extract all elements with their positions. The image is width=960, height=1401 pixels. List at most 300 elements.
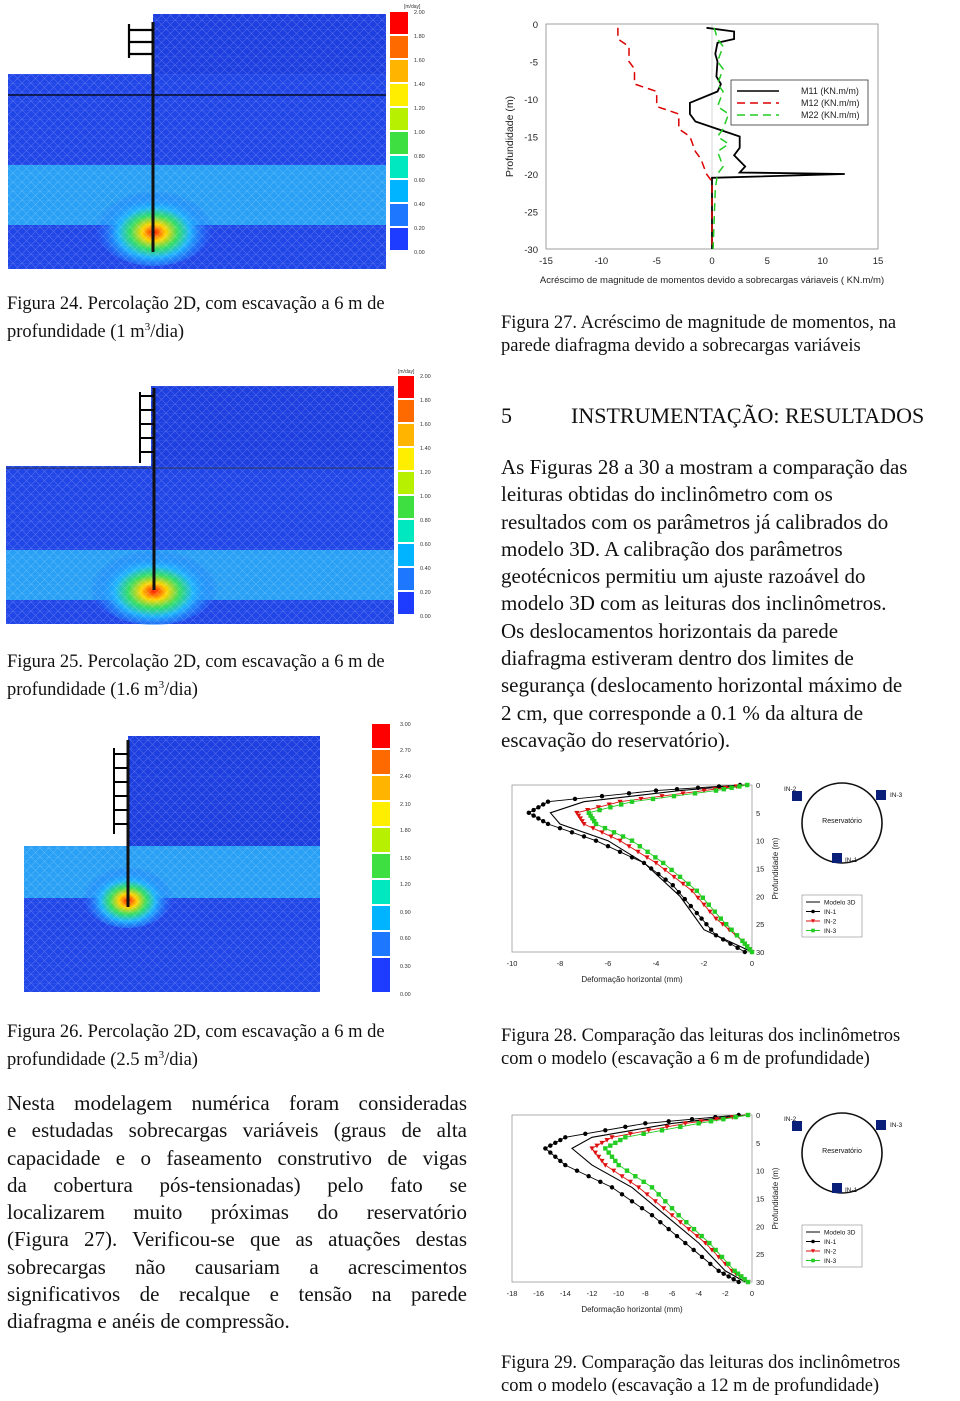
data-point [570, 830, 574, 834]
data-point [536, 816, 540, 820]
legend-label: IN-3 [824, 928, 837, 935]
legend-label: M12 (KN.m/m) [801, 98, 860, 108]
figure-25 [4, 368, 434, 630]
data-point [616, 1163, 620, 1167]
data-point [678, 1125, 682, 1129]
paragraph-line: leituras obtidas do inclinômetro com os [501, 482, 833, 507]
legend-label: IN-3 [824, 1258, 837, 1265]
y-tick-label: 10 [756, 836, 765, 846]
data-point [714, 788, 718, 792]
data-point [643, 1121, 647, 1125]
data-point [683, 1241, 687, 1245]
svg-text:0.80: 0.80 [414, 154, 425, 160]
svg-text:1.20: 1.20 [400, 882, 411, 888]
svg-text:1.80: 1.80 [420, 398, 431, 404]
data-point [623, 1125, 627, 1129]
data-point [625, 1168, 629, 1172]
data-point [630, 855, 634, 859]
figure-26 [4, 722, 434, 1000]
data-point [536, 805, 540, 809]
svg-text:0.20: 0.20 [414, 226, 425, 232]
legend-label: IN-2 [824, 918, 837, 926]
inclinometer-marker [832, 853, 842, 863]
paragraph-line: resultados com os parâmetros já calibrados do [501, 509, 889, 534]
x-tick-label: -14 [559, 1289, 571, 1298]
data-point [716, 1269, 720, 1273]
data-point [531, 813, 535, 817]
x-tick-label: 5 [764, 256, 770, 267]
data-point [650, 1213, 654, 1217]
data-point [638, 844, 642, 848]
svg-text:0.60: 0.60 [400, 936, 411, 942]
data-point [603, 1146, 607, 1150]
data-point [719, 916, 723, 920]
y-tick-label: -20 [524, 170, 538, 181]
x-tick-label: -6 [604, 959, 612, 968]
plot-area [512, 1115, 752, 1282]
section-number: 5 [501, 403, 512, 428]
data-point [670, 1206, 674, 1210]
x-tick-label: 15 [872, 256, 884, 267]
data-point [630, 838, 634, 842]
paragraph-line: e estudadas sobrecargas variáveis (graus de alta [7, 1118, 467, 1143]
x-tick-label: -12 [586, 1289, 598, 1298]
data-point [672, 794, 676, 798]
data-point [623, 1135, 627, 1139]
data-point [677, 890, 681, 894]
legend-marker [811, 910, 815, 914]
data-point [613, 1159, 617, 1163]
x-tick-label: 10 [817, 256, 828, 267]
data-point [645, 850, 649, 854]
data-point [696, 1121, 700, 1125]
x-tick-label: 0 [749, 1289, 755, 1298]
paragraph-line: segurança (deslocamento horizontal máximo de [501, 673, 903, 698]
data-point [546, 800, 550, 804]
data-point [610, 1155, 614, 1159]
reservoir-label: Reservatório [822, 818, 862, 825]
svg-text:0.00: 0.00 [400, 992, 411, 998]
svg-text:1.20: 1.20 [420, 470, 431, 476]
svg-text:1.50: 1.50 [400, 856, 411, 862]
data-point [721, 1117, 725, 1121]
svg-text:0.90: 0.90 [400, 910, 411, 916]
in3-label: IN-3 [890, 1122, 903, 1129]
data-point [656, 1192, 660, 1196]
paragraph-line: escavação do reservatório). [501, 727, 731, 752]
legend-24-labels [414, 10, 425, 256]
data-point [733, 1115, 737, 1119]
data-point [558, 1159, 562, 1163]
right-paragraph [501, 454, 959, 754]
data-point [606, 844, 610, 848]
svg-text:1.80: 1.80 [400, 828, 411, 834]
data-point [729, 786, 733, 790]
caption-fig24: Figura 24. Percolação 2D, com escavação a 6 m de profundidade (1 $m^3/dia$) [7, 294, 385, 343]
data-point [640, 1206, 644, 1210]
data-point [583, 1132, 587, 1136]
data-point [714, 933, 718, 937]
svg-text:0.40: 0.40 [420, 566, 431, 572]
data-point [713, 1248, 717, 1252]
x-tick-label: -4 [652, 959, 660, 968]
x-tick-label: -18 [506, 1289, 518, 1298]
data-point [695, 889, 699, 893]
in1-label: IN-1 [845, 857, 858, 864]
data-point [709, 1119, 713, 1123]
data-point [675, 1234, 679, 1238]
data-point [720, 1255, 724, 1259]
data-point [575, 1168, 579, 1172]
figure-27 [500, 0, 960, 292]
y-tick-label: 25 [756, 920, 765, 930]
data-point [656, 872, 660, 876]
data-point [663, 877, 667, 881]
paragraph-line: significativos de recalque e tensão na parede [7, 1282, 467, 1307]
caption-fig25: Figura 25. Percolação 2D, com escavação a 6 m de profundidade (1.6 $m^3/dia$) [7, 652, 385, 701]
data-point [721, 1271, 725, 1275]
data-point [608, 805, 612, 809]
data-point [633, 1174, 637, 1178]
data-point [653, 855, 657, 859]
data-point [619, 802, 623, 806]
legend-marker [811, 929, 815, 933]
svg-text:2.00: 2.00 [420, 374, 431, 380]
legend-label: Modelo 3D [824, 1229, 856, 1237]
svg-text:0.00: 0.00 [414, 250, 425, 256]
data-point [661, 861, 665, 865]
legend-marker [811, 1259, 815, 1263]
y-tick-label: 10 [756, 1166, 765, 1176]
data-point [612, 830, 616, 834]
svg-text:0.00: 0.00 [420, 614, 431, 620]
x-tick-label: -5 [652, 256, 661, 267]
data-point [618, 850, 622, 854]
data-point [678, 875, 682, 879]
inclinometer-chart-6m [500, 775, 920, 990]
data-point [548, 1143, 552, 1147]
data-point [610, 1185, 614, 1189]
data-point [717, 784, 721, 788]
svg-text:0.20: 0.20 [420, 590, 431, 596]
svg-text:1.80: 1.80 [414, 34, 425, 40]
data-point [676, 1213, 680, 1217]
paragraph-line: capacidade e o faseamento construtivo de vigas [7, 1145, 467, 1170]
caption-fig26: Figura 26. Percolação 2D, com escavação a 6 m de profundidade (2.5 $m^3/dia$) [7, 1022, 385, 1071]
data-point [658, 1220, 662, 1224]
data-point [669, 868, 673, 872]
svg-text:1.40: 1.40 [420, 446, 431, 452]
x-tick-label: 0 [709, 256, 715, 267]
data-point [630, 800, 634, 804]
y-tick-label: 20 [756, 1222, 765, 1232]
data-point [735, 933, 739, 937]
data-point [597, 808, 601, 812]
x-axis-label: Deformação horizontal (mm) [581, 1305, 683, 1314]
paragraph-line: As Figuras 28 a 30 a mostram a comparação das [501, 455, 908, 479]
y-tick-label: -10 [524, 95, 538, 106]
data-point [675, 787, 679, 791]
in2-label: IN-2 [784, 786, 797, 793]
svg-text:2.40: 2.40 [400, 774, 411, 780]
section-heading [501, 403, 960, 429]
data-point [663, 1199, 667, 1203]
data-point [692, 1227, 696, 1231]
seepage-plot-26 [4, 722, 434, 1000]
paragraph-line: sobrecargas não causariam a acrescimentos [7, 1254, 467, 1279]
y-tick-label: 5 [756, 808, 761, 818]
in2-label: IN-2 [784, 1116, 797, 1123]
data-point [666, 1227, 670, 1231]
y-tick-label: -15 [524, 132, 538, 144]
data-point [600, 794, 604, 798]
y-tick-label: 0 [532, 20, 538, 31]
data-point [553, 1141, 557, 1145]
paragraph-line: 2 cm, que corresponde a 0.1 % da altura de [501, 700, 864, 725]
seepage-plot-25 [4, 368, 434, 630]
paragraph-line: geotécnicos permitiu um ajuste razoável do [501, 564, 866, 589]
data-point [745, 783, 749, 787]
legend-label: IN-2 [824, 1248, 837, 1256]
svg-text:1.40: 1.40 [414, 82, 425, 88]
paragraph-line: localizarem muito próximas do reservatório [7, 1200, 467, 1225]
data-point [548, 1150, 552, 1154]
svg-text:0.80: 0.80 [420, 518, 431, 524]
data-point [700, 1255, 704, 1259]
data-point [721, 937, 725, 941]
paragraph-line: Nesta modelagem numérica foram consideradas [7, 1091, 467, 1115]
x-tick-label: -15 [539, 256, 553, 267]
left-paragraph [7, 1090, 467, 1336]
data-point [541, 802, 545, 806]
data-point [707, 1241, 711, 1245]
svg-text:3.00: 3.00 [400, 722, 411, 728]
figure-28 [500, 775, 920, 990]
data-point [641, 1180, 645, 1184]
caption-fig27: Figura 27. Acréscimo de magnitude de momentos, na parede diafragma devido a sobrecargas variáveis [501, 313, 897, 356]
paragraph-line: Os deslocamentos horizontais da parede [501, 618, 839, 643]
paragraph-line: diafragma estiveram dentro dos limites de [501, 646, 854, 671]
data-point [582, 834, 586, 838]
caption-fig29: Figura 29. Comparação das leituras dos inclinômetros com o modelo (escavação a 12 m de profundidade) [501, 1353, 901, 1396]
paragraph-line: modelo 3D com as leituras dos inclinômetros. [501, 591, 887, 616]
data-point [630, 1199, 634, 1203]
y-tick-label: 30 [756, 1278, 765, 1287]
svg-text:1.00: 1.00 [420, 494, 431, 500]
svg-text:0.60: 0.60 [420, 542, 431, 548]
data-point [543, 1146, 547, 1150]
figure-29 [500, 1105, 920, 1320]
svg-text:1.00: 1.00 [414, 130, 425, 136]
data-point [660, 1128, 664, 1132]
data-point [531, 808, 535, 812]
svg-text:2.70: 2.70 [400, 748, 411, 754]
data-point [699, 1234, 703, 1238]
data-point [651, 797, 655, 801]
plot-area [512, 785, 752, 952]
y-tick-label: 5 [756, 1138, 761, 1148]
svg-text:1.20: 1.20 [414, 106, 425, 112]
caption-fig28: Figura 28. Comparação das leituras dos inclinômetros com o modelo (escavação a 6 m de profundidade) [501, 1026, 901, 1069]
x-tick-label: -2 [721, 1289, 729, 1298]
y-tick-label: 30 [756, 948, 765, 957]
reservoir-label: Reservatório [822, 1148, 862, 1155]
data-point [707, 902, 711, 906]
legend-label: M11 (KN.m/m) [801, 86, 859, 96]
y-tick-label: 15 [756, 864, 765, 874]
data-point [606, 1150, 610, 1154]
seepage-plot-24 [4, 2, 434, 270]
y-tick-label: 15 [756, 1194, 765, 1204]
data-point [603, 826, 607, 830]
data-point [541, 819, 545, 823]
data-point [594, 838, 598, 842]
data-point [746, 1113, 750, 1117]
inclinometer-marker [876, 1120, 886, 1130]
svg-text:2.00: 2.00 [414, 10, 425, 16]
data-point [654, 788, 658, 792]
data-point [603, 1128, 607, 1132]
paragraph-line: (Figura 27). Verificou-se que as atuações destas [7, 1227, 467, 1252]
data-point [701, 896, 705, 900]
x-tick-label: -16 [533, 1289, 545, 1298]
in3-label: IN-3 [890, 792, 903, 799]
x-tick-label: -10 [506, 959, 518, 968]
data-point [563, 1135, 567, 1139]
data-point [621, 834, 625, 838]
data-point [746, 1280, 750, 1284]
legend-25-labels [420, 374, 431, 620]
data-point [737, 784, 741, 788]
x-tick-label: -4 [695, 1289, 703, 1298]
data-point [689, 904, 693, 908]
x-tick-label: -10 [613, 1289, 625, 1298]
data-point [671, 883, 675, 887]
data-point [683, 897, 687, 901]
x-tick-label: -2 [700, 959, 708, 968]
data-point [709, 928, 713, 932]
svg-text:1.60: 1.60 [414, 58, 425, 64]
data-point [735, 946, 739, 950]
y-axis-label: Profundidade (m) [771, 837, 780, 900]
data-point [553, 1155, 557, 1159]
data-point [558, 1138, 562, 1142]
inclinometer-marker [876, 790, 886, 800]
data-point [728, 941, 732, 945]
data-point [586, 1174, 590, 1178]
y-axis-label: Profundidade (m) [771, 1167, 780, 1230]
data-point [724, 922, 728, 926]
inclinometer-marker [832, 1183, 842, 1193]
paragraph-line: da cobertura pós-tensionadas) pelo fato se [7, 1172, 467, 1197]
legend-26-labels [400, 722, 411, 998]
data-point [686, 882, 690, 886]
x-axis-label: Acréscimo de magnitude de momentos devido a sobrecargas váriaveis ( KN.m/m) [539, 275, 885, 286]
y-axis-label: Profundidade (m) [504, 95, 516, 178]
x-tick-label: -8 [556, 959, 564, 968]
y-tick-label: -25 [524, 207, 538, 219]
y-tick-label: 0 [756, 1111, 761, 1120]
legend-24 [390, 4, 425, 256]
svg-text:0.60: 0.60 [414, 178, 425, 184]
svg-text:2.10: 2.10 [400, 802, 411, 808]
svg-text:[m/day]: [m/day] [398, 369, 415, 375]
data-point [699, 916, 703, 920]
x-tick-label: 0 [749, 959, 755, 968]
data-point [731, 1277, 735, 1281]
y-tick-label: -30 [524, 245, 538, 256]
legend-label: Modelo 3D [824, 899, 856, 907]
section-title: INSTRUMENTAÇÃO: RESULTADOS [571, 403, 925, 428]
data-point [666, 1119, 670, 1123]
data-point [696, 786, 700, 790]
paragraph-line: modelo 3D. A calibração dos parâmetros [501, 536, 843, 561]
x-tick-label: -10 [594, 256, 609, 267]
y-tick-label: -5 [529, 57, 538, 69]
data-point [620, 1192, 624, 1196]
in1-label: IN-1 [845, 1187, 858, 1194]
legend-label: M22 (KN.m/m) [801, 110, 860, 120]
y-tick-label: 0 [756, 781, 761, 790]
data-point [649, 866, 653, 870]
inclinometer-chart-12m [500, 1105, 920, 1320]
data-point [641, 1132, 645, 1136]
data-point [627, 791, 631, 795]
legend-marker [811, 1240, 815, 1244]
data-point [527, 811, 531, 815]
x-tick-label: -8 [641, 1289, 649, 1298]
data-point [642, 861, 646, 865]
data-point [743, 950, 747, 954]
data-point [650, 1185, 654, 1189]
data-point [608, 1143, 612, 1147]
data-point [729, 928, 733, 932]
data-point [691, 1248, 695, 1252]
data-point [690, 1117, 694, 1121]
svg-text:0.40: 0.40 [414, 202, 425, 208]
data-point [726, 1274, 730, 1278]
paragraph-line: diafragma e anéis de compressão. [7, 1309, 290, 1334]
data-point [563, 1163, 567, 1167]
data-point [704, 922, 708, 926]
y-tick-label: 25 [756, 1250, 765, 1260]
legend-label: IN-1 [824, 1239, 837, 1246]
svg-text:0.30: 0.30 [400, 964, 411, 970]
legend-label: IN-1 [824, 909, 837, 916]
y-tick-label: 20 [756, 892, 765, 902]
x-tick-label: -6 [668, 1289, 676, 1298]
data-point [684, 1220, 688, 1224]
data-point [708, 1262, 712, 1266]
data-point [726, 1262, 730, 1266]
data-point [736, 1280, 740, 1284]
data-point [594, 822, 598, 826]
data-point [618, 1138, 622, 1142]
data-point [750, 950, 754, 954]
svg-text:1.60: 1.60 [420, 422, 431, 428]
data-point [695, 911, 699, 915]
svg-text:[m/day]: [m/day] [404, 4, 421, 10]
data-point [713, 909, 717, 913]
x-axis-label: Deformação horizontal (mm) [581, 975, 683, 984]
data-point [573, 797, 577, 801]
data-point [546, 822, 550, 826]
data-point [722, 787, 726, 791]
data-point [613, 1141, 617, 1145]
data-point [558, 826, 562, 830]
figure-24 [4, 2, 434, 270]
data-point [598, 1180, 602, 1184]
